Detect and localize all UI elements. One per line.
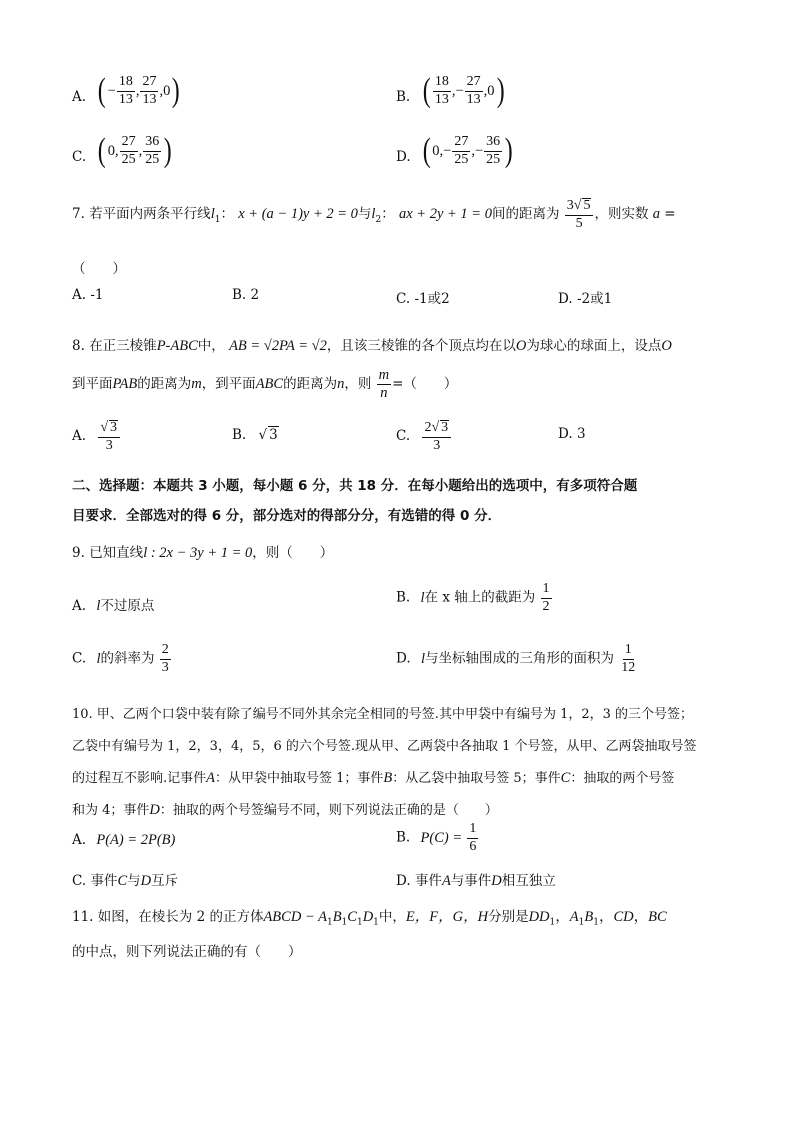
q8-option-c[interactable]: C. $\frac{2√ 3}{3}$ (396, 420, 452, 453)
question-7: 7. 若平面内两条平行线$l_1$： x + (a − 1)y + 2 = 0与$l_2$： ax + 2y + 1 = 0间的距离为 $\frac{3√ 5}{5}$ ，则实数 a = (72, 198, 676, 231)
fraction: $\frac{27}{13}$ (466, 73, 481, 107)
line-equation: l : 2x − 3y + 1 = 0 (143, 545, 253, 561)
q7-option-d[interactable]: D. -2或1 (558, 291, 613, 307)
section-2-heading: 二、选择题：本题共 3 小题，每小题 6 分，共 18 分．在每小题给出的选项中，有多项符合题 (72, 478, 638, 494)
q6-option-a[interactable]: A. ( − $\frac{18}{13}$ , $\frac{27}{13}$ , 0 ) (72, 72, 180, 109)
q9-option-c[interactable]: C. l的斜率为 $\frac{2}{3}$ (72, 642, 169, 675)
q6-option-b[interactable]: B. ( $\frac{18}{13}$ , − $\frac{27}{13}$ , 0 ) (396, 72, 505, 109)
fraction: $\frac{27}{25}$ (454, 133, 469, 167)
q7-blank: （ ） (72, 261, 126, 277)
q9-option-d[interactable]: D. l与坐标轴围成的三角形的面积为 $\frac{1}{12}$ (396, 642, 636, 675)
fraction: $\frac{36}{25}$ (486, 133, 501, 167)
question-9: 9. 已知直线l : 2x − 3y + 1 = 0，则（ ） (72, 545, 334, 561)
fraction: $\frac{36}{25}$ (145, 133, 160, 167)
q10-option-d[interactable]: D. 事件A与事件D相互独立 (396, 873, 556, 889)
fraction: $\frac{18}{13}$ (434, 73, 449, 107)
fraction: $\frac{27}{13}$ (142, 73, 157, 107)
fraction: $\frac{18}{13}$ (118, 73, 133, 107)
q7-option-a[interactable]: A. -1 (72, 287, 104, 303)
question-8: 8. 在正三棱锥P-ABC中， AB = √2PA = √2，且该三棱锥的各个顶点均在以O为球心的球面上，设点O (72, 338, 672, 354)
q9-option-b[interactable]: B. l在 x 轴上的截距为 $\frac{1}{2}$ (396, 581, 550, 614)
question-10: 10. 甲、乙两个口袋中装有除了编号不同外其余完全相同的号签.其中甲袋中有编号为 1，2，3 的三个号签； (72, 707, 694, 722)
q6-option-d[interactable]: D. ( 0 ,− $\frac{27}{25}$ ,− $\frac{36}{25}$ ) (396, 132, 513, 169)
distance-fraction: $\frac{3√ 5}{5}$ (565, 198, 594, 231)
question-11-line2: 的中点，则下列说法正确的有（ ） (72, 944, 302, 960)
q10-option-b[interactable]: B. P(C) = $\frac{1}{6}$ (396, 821, 477, 854)
q10-option-a[interactable]: A. P(A) = 2P(B) (72, 832, 176, 848)
option-label: D. (396, 149, 411, 165)
q8-option-d[interactable]: D. 3 (558, 426, 586, 442)
q10-option-c[interactable]: C. 事件C与D互斥 (72, 873, 179, 889)
question-11: 11. 如图，在棱长为 2 的正方体ABCD − $A_1B_1C_1D_1$中，E，F，G，H分别是$DD_1$，$A_1B_1$，CD，BC (72, 909, 667, 928)
question-8-line2: 到平面PAB的距离为m，到平面ABC的距离为n，则 $\frac{m}{n}$ =（ ） (72, 367, 458, 402)
q7-option-b[interactable]: B. 2 (232, 287, 260, 303)
question-10-line3: 的过程互不影响.记事件A：从甲袋中抽取号签 1；事件B：从乙袋中抽取号签 5；事件C：抽取的两个号签 (72, 770, 675, 786)
line-equation-1: x + (a − 1)y + 2 = 0 (238, 206, 358, 223)
question-10-line2: 乙袋中有编号为 1，2，3，4，5，6 的六个号签.现从甲、乙两袋中各抽取 1 个号签，从甲、乙两袋抽取号签 (72, 739, 697, 754)
q7-option-c[interactable]: C. -1或2 (396, 291, 450, 307)
fraction: $\frac{27}{25}$ (121, 133, 136, 167)
q8-option-a[interactable]: A. $\frac{√ 3}{3}$ (72, 420, 121, 453)
q8-option-b[interactable]: B. √ 3 (232, 427, 278, 443)
edge-equation: AB = √2PA = √2 (229, 338, 327, 354)
option-label: A. (72, 89, 87, 105)
section-2-heading-line2: 目要求．全部选对的得 6 分，部分选对的得部分分，有选错的得 0 分． (72, 508, 502, 524)
option-label: B. (396, 89, 411, 105)
ratio-fraction: $\frac{m}{n}$ (378, 367, 390, 402)
line-equation-2: ax + 2y + 1 = 0 (398, 206, 492, 223)
q6-option-c[interactable]: C. ( 0 , $\frac{27}{25}$ , $\frac{36}{25}$ ) (72, 132, 172, 169)
question-10-line4: 和为 4；事件D：抽取的两个号签编号不同，则下列说法正确的是（ ） (72, 802, 498, 818)
option-label: C. (72, 149, 87, 165)
q9-option-a[interactable]: A. l不过原点 (72, 598, 155, 614)
